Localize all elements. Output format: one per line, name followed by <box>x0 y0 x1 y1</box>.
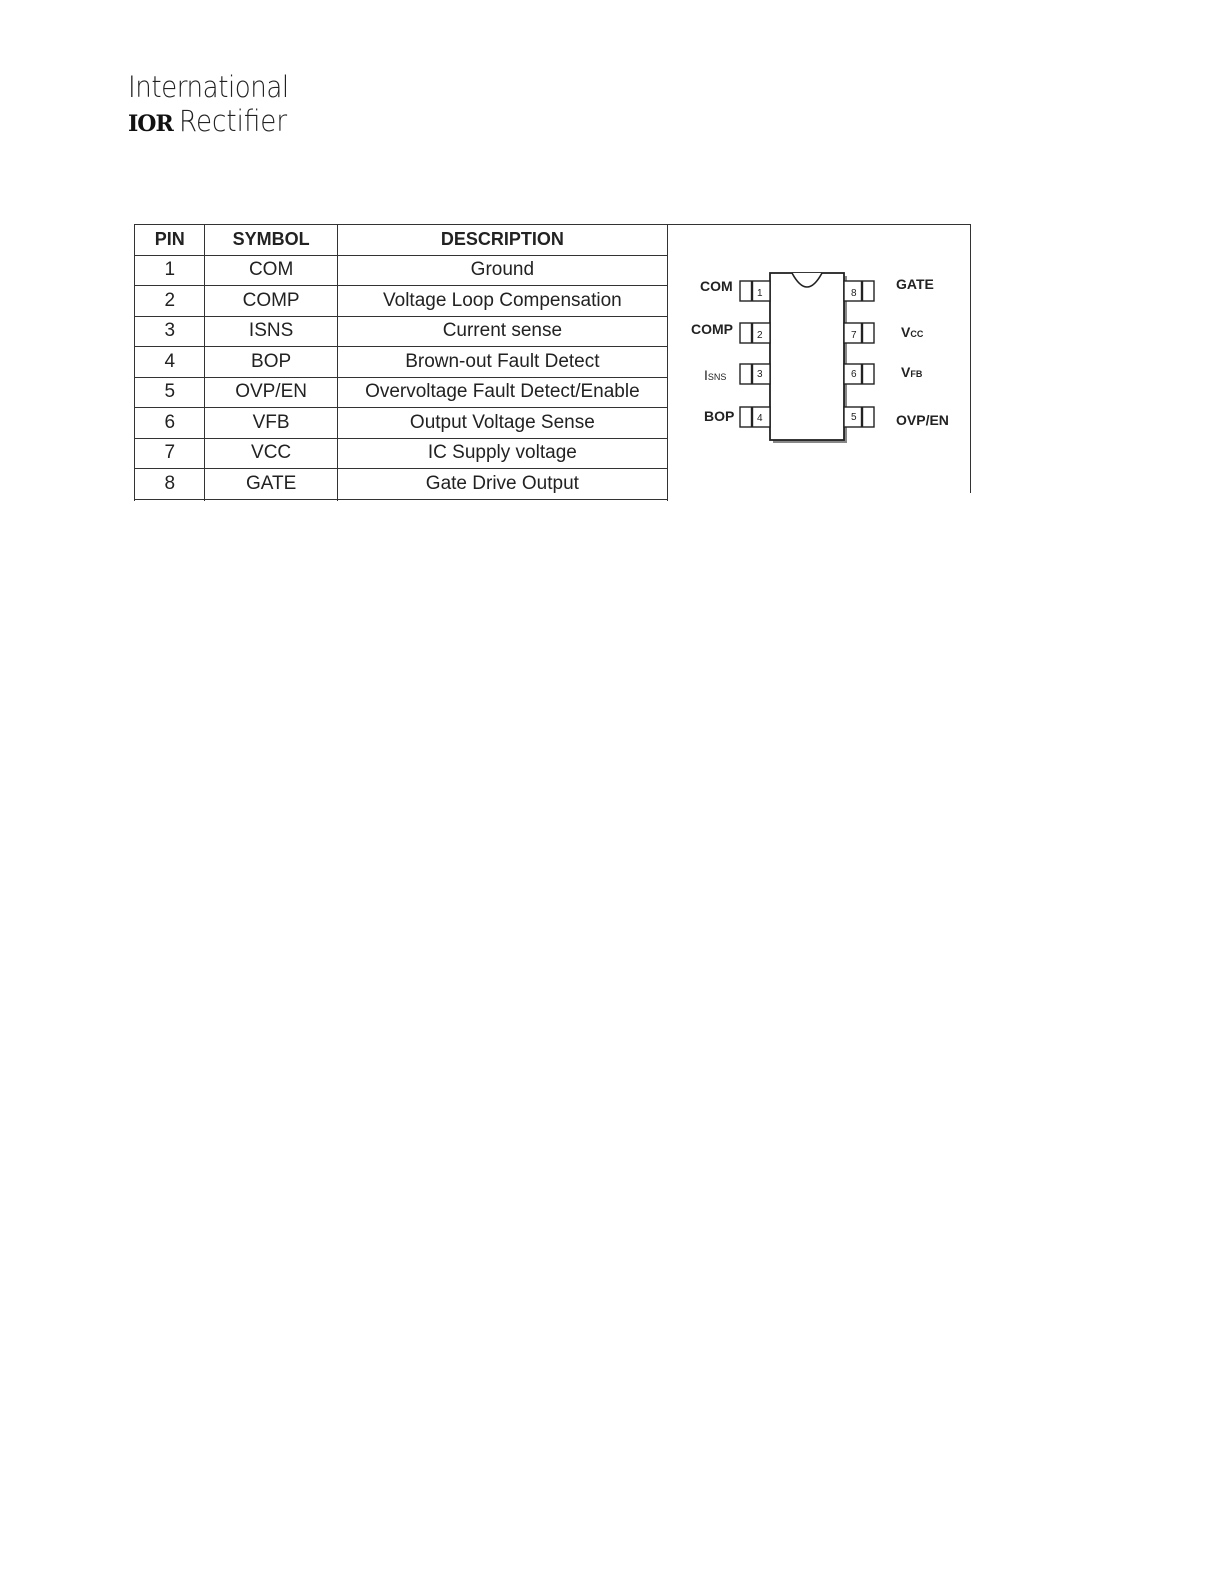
pin-number: 1 <box>135 255 205 286</box>
pin-4-lead <box>740 407 770 427</box>
pin-number-label: 1 <box>757 288 763 299</box>
pin-6-lead <box>844 364 874 384</box>
ic-package-drawing <box>668 225 970 493</box>
pin-symbol: ISNS <box>205 316 337 347</box>
header-description: DESCRIPTION <box>337 225 667 255</box>
company-logo <box>128 70 307 141</box>
logo-text-rectifier: Rectifier <box>178 104 287 138</box>
pin-description: IC Supply voltage <box>337 438 667 469</box>
pin-number-label: 5 <box>851 412 857 423</box>
pin-table <box>134 225 668 501</box>
pin-3-lead <box>740 364 770 384</box>
pin-number: 7 <box>135 438 205 469</box>
pin-number-label: 3 <box>757 369 763 380</box>
pin-assignment-section <box>134 224 971 493</box>
pin-symbol: VCC <box>205 438 337 469</box>
pin-description: Current sense <box>337 316 667 347</box>
pin-5-lead <box>844 407 874 427</box>
label-isns: ISNS <box>704 367 727 383</box>
logo-mark: IOR <box>128 111 173 137</box>
label-bop: BOP <box>704 408 735 424</box>
pin-symbol: OVP/EN <box>205 377 337 408</box>
header-symbol: SYMBOL <box>205 225 337 255</box>
pin-number: 3 <box>135 316 205 347</box>
left-pins <box>740 281 770 427</box>
label-comp: COMP <box>691 321 733 337</box>
table-spacer-row <box>135 499 668 501</box>
package-pinout-diagram <box>668 225 970 493</box>
pin-table-header <box>135 225 668 255</box>
pin-symbol: COMP <box>205 286 337 317</box>
table-row <box>135 255 668 286</box>
pin-symbol: VFB <box>205 408 337 439</box>
table-row <box>135 408 668 439</box>
pin-number-label: 6 <box>851 369 857 380</box>
label-ovp-en: OVP/EN <box>896 412 949 428</box>
table-row <box>135 438 668 469</box>
label-vfb: VFB <box>901 364 923 380</box>
table-row <box>135 286 668 317</box>
pin-symbol: BOP <box>205 347 337 378</box>
package-body <box>770 273 844 440</box>
table-row <box>135 469 668 500</box>
label-com: COM <box>700 278 733 294</box>
pin-description: Brown-out Fault Detect <box>337 347 667 378</box>
header-pin: PIN <box>135 225 205 255</box>
pin-number-label: 4 <box>757 413 763 424</box>
pin-description: Output Voltage Sense <box>337 408 667 439</box>
pin-symbol: GATE <box>205 469 337 500</box>
pin-description: Overvoltage Fault Detect/Enable <box>337 377 667 408</box>
pin-number-label: 7 <box>851 330 857 341</box>
pin-7-lead <box>844 323 874 343</box>
pin-8-lead <box>844 281 874 301</box>
label-vcc: VCC <box>901 324 924 340</box>
pin-description: Voltage Loop Compensation <box>337 286 667 317</box>
pin-symbol: COM <box>205 255 337 286</box>
table-row <box>135 347 668 378</box>
logo-text-international: International <box>128 70 289 104</box>
pin-number: 5 <box>135 377 205 408</box>
pin-description: Ground <box>337 255 667 286</box>
pin-number: 8 <box>135 469 205 500</box>
pin-number-label: 2 <box>757 330 763 341</box>
pin-2-lead <box>740 323 770 343</box>
pin-number: 6 <box>135 408 205 439</box>
right-pins <box>844 281 874 427</box>
table-row <box>135 316 668 347</box>
table-row <box>135 377 668 408</box>
pin-description: Gate Drive Output <box>337 469 667 500</box>
label-gate: GATE <box>896 276 934 292</box>
pin-number: 4 <box>135 347 205 378</box>
pin-1-lead <box>740 281 770 301</box>
pin-number: 2 <box>135 286 205 317</box>
pin-number-label: 8 <box>851 288 857 299</box>
